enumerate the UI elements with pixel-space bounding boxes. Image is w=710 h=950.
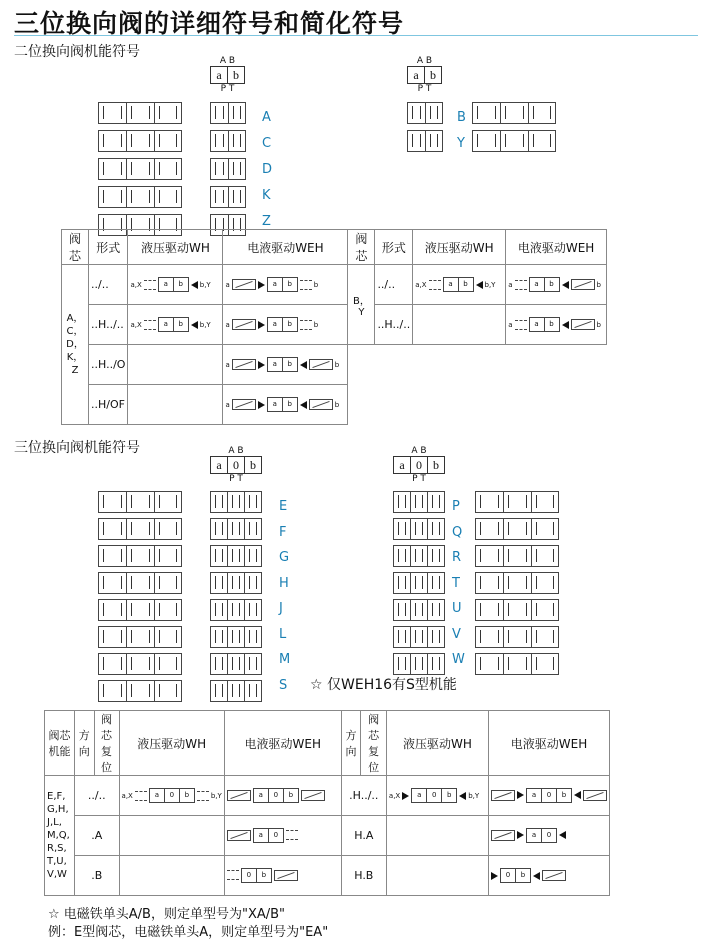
two-pos-reference-right bbox=[407, 56, 442, 94]
form-cell: .H../.. bbox=[341, 776, 386, 816]
ports-bottom-label: P T bbox=[412, 474, 426, 484]
col-header: 阀芯复位 bbox=[361, 711, 387, 776]
wh-symbol: a,X a b b,Y bbox=[413, 265, 506, 305]
three-pos-simple-left bbox=[210, 491, 262, 702]
detail-symbol bbox=[472, 102, 556, 124]
ports-top-label: A B bbox=[411, 446, 427, 456]
spool-code: B bbox=[457, 110, 466, 125]
detail-symbol bbox=[98, 518, 182, 540]
detail-symbol bbox=[98, 491, 182, 513]
form-cell: H.B bbox=[341, 856, 386, 896]
simple-symbol bbox=[210, 599, 262, 621]
detail-symbol bbox=[98, 653, 182, 675]
wh-symbol-empty bbox=[386, 816, 488, 856]
spool-group: E,F, G,H, J,L, M,Q, R,S, T,U, V,W bbox=[45, 776, 75, 896]
simple-symbol bbox=[210, 518, 262, 540]
note-line: ☆ 电磁铁单头A/B，则定单型号为"XA/B" bbox=[48, 907, 286, 922]
simple-symbol bbox=[407, 102, 443, 124]
spool-code: H bbox=[279, 575, 289, 591]
spool-code: Z bbox=[262, 214, 271, 229]
simple-symbol bbox=[393, 653, 445, 675]
ports-bottom-label: P T bbox=[220, 84, 235, 94]
wh-symbol: a,X a 0 b b,Y bbox=[386, 776, 488, 816]
spool-group: B，Y bbox=[348, 265, 375, 345]
form-cell: .A bbox=[75, 816, 120, 856]
detail-symbol bbox=[98, 158, 182, 180]
weh-symbol: 0 b bbox=[489, 856, 610, 896]
detail-symbol bbox=[475, 518, 559, 540]
weh-symbol: a 0 b bbox=[224, 776, 341, 816]
simple-symbol bbox=[210, 186, 246, 208]
simple-symbol bbox=[393, 491, 445, 513]
spool-code: F bbox=[279, 524, 287, 540]
spool-code: D bbox=[262, 162, 273, 177]
two-pos-box bbox=[407, 66, 442, 84]
detail-symbol bbox=[475, 599, 559, 621]
two-pos-codes-right bbox=[457, 105, 466, 157]
spool-code: R bbox=[452, 550, 462, 565]
wh-symbol-empty bbox=[128, 385, 223, 425]
col-header: 液压驱动WH bbox=[119, 711, 224, 776]
simple-symbol bbox=[210, 680, 262, 702]
wh-symbol-empty bbox=[119, 816, 224, 856]
weh-symbol: a 0 bbox=[224, 816, 341, 856]
detail-symbol bbox=[98, 102, 182, 124]
spool-group: A，C，D，K，Z bbox=[62, 265, 89, 425]
title-divider bbox=[14, 35, 698, 36]
wh-symbol-empty bbox=[413, 305, 506, 345]
wh-symbol-empty bbox=[128, 345, 223, 385]
col-header: 电液驱动WEH bbox=[224, 711, 341, 776]
form-cell: ..H../O bbox=[89, 345, 128, 385]
wh-symbol: a,X a 0 b b,Y bbox=[119, 776, 224, 816]
spool-code: E bbox=[279, 499, 288, 514]
col-header: 方向 bbox=[75, 711, 94, 776]
weh-symbol: a a b b bbox=[506, 305, 607, 345]
simple-symbol bbox=[393, 572, 445, 594]
detail-symbol bbox=[475, 491, 559, 513]
three-pos-codes-right bbox=[452, 494, 465, 673]
page-title: 三位换向阀的详细符号和简化符号 bbox=[14, 9, 405, 38]
wh-symbol-empty bbox=[119, 856, 224, 896]
detail-symbol bbox=[98, 680, 182, 702]
weh-symbol: a a b b bbox=[223, 385, 348, 425]
weh-symbol: a a b b bbox=[223, 345, 348, 385]
two-pos-codes-left bbox=[262, 105, 272, 235]
box-cell: b bbox=[427, 457, 444, 473]
simple-symbol bbox=[393, 599, 445, 621]
detail-symbol bbox=[475, 626, 559, 648]
col-header: 形式 bbox=[89, 230, 128, 265]
col-header: 方向 bbox=[341, 711, 361, 776]
simple-symbol bbox=[210, 545, 262, 567]
simple-symbol bbox=[393, 518, 445, 540]
simple-symbol bbox=[393, 545, 445, 567]
three-pos-codes-left bbox=[279, 494, 290, 698]
two-pos-box bbox=[210, 66, 245, 84]
box-cell: a bbox=[399, 458, 405, 472]
spool-code: Q bbox=[452, 524, 463, 540]
three-pos-table bbox=[44, 710, 610, 896]
spool-code: J bbox=[279, 601, 283, 616]
form-cell: ../.. bbox=[75, 776, 120, 816]
col-header: 电液驱动WEH bbox=[506, 230, 607, 265]
wh-symbol-empty bbox=[386, 856, 488, 896]
note-line: 例：E型阀芯，电磁铁单头A，则定单型号为"EA" bbox=[48, 925, 329, 940]
simple-symbol bbox=[407, 130, 443, 152]
three-pos-symbols-left bbox=[98, 491, 182, 702]
spool-code: L bbox=[279, 626, 287, 642]
weh-symbol: a a b b bbox=[223, 305, 348, 345]
form-cell: ..H../.. bbox=[375, 305, 413, 345]
ports-top-label: A B bbox=[416, 56, 433, 66]
simple-symbol bbox=[210, 158, 246, 180]
col-header: 液压驱动WH bbox=[128, 230, 223, 265]
col-header: 阀芯 bbox=[348, 230, 375, 265]
empty-area bbox=[348, 385, 607, 425]
ports-top-label: A B bbox=[228, 446, 244, 456]
col-header: 阀芯机能 bbox=[45, 711, 75, 776]
box-cell: 0 bbox=[227, 457, 244, 473]
simple-symbol bbox=[210, 626, 262, 648]
spool-code: P bbox=[452, 499, 460, 514]
box-cell: a bbox=[216, 458, 222, 472]
three-pos-heading: 三位换向阀机能符号 bbox=[14, 440, 140, 456]
col-header: 电液驱动WEH bbox=[223, 230, 348, 265]
three-pos-simple-right bbox=[393, 491, 445, 675]
two-pos-symbols-right bbox=[472, 102, 556, 152]
detail-symbol bbox=[98, 599, 182, 621]
box-cell: 0 bbox=[410, 457, 427, 473]
box-cell: b bbox=[244, 457, 261, 473]
box-cell: b bbox=[424, 67, 441, 83]
simple-symbol bbox=[210, 130, 246, 152]
simple-symbol bbox=[210, 572, 262, 594]
form-cell: ../.. bbox=[375, 265, 413, 305]
two-pos-reference-left bbox=[210, 56, 245, 94]
detail-symbol bbox=[98, 130, 182, 152]
form-cell: ..H/OF bbox=[89, 385, 128, 425]
empty-area bbox=[348, 345, 607, 385]
wh-symbol: a,X a b b,Y bbox=[128, 265, 223, 305]
spool-code: K bbox=[262, 188, 271, 203]
box-cell: a bbox=[216, 68, 222, 82]
weh-symbol: a a b b bbox=[506, 265, 607, 305]
col-header: 电液驱动WEH bbox=[489, 711, 610, 776]
two-pos-simple-left bbox=[210, 102, 246, 236]
spool-code: G bbox=[279, 550, 290, 565]
col-header: 液压驱动WH bbox=[386, 711, 488, 776]
detail-symbol bbox=[475, 572, 559, 594]
form-cell: H.A bbox=[341, 816, 386, 856]
weh-symbol: a a b b bbox=[223, 265, 348, 305]
spool-code: V bbox=[452, 626, 461, 642]
col-header: 阀芯 bbox=[62, 230, 89, 265]
three-pos-reference-left bbox=[210, 446, 262, 484]
weh-symbol: a 0 bbox=[489, 816, 610, 856]
wh-symbol: a,X a b b,Y bbox=[128, 305, 223, 345]
form-cell: ..H../.. bbox=[89, 305, 128, 345]
detail-symbol bbox=[98, 572, 182, 594]
ports-bottom-label: P T bbox=[229, 474, 243, 484]
col-header: 阀芯复位 bbox=[94, 711, 119, 776]
spool-code: U bbox=[452, 601, 462, 616]
two-pos-symbols-left bbox=[98, 102, 182, 236]
s-type-note: ☆ 仅WEH16有S型机能 bbox=[310, 677, 457, 693]
two-pos-table bbox=[61, 229, 607, 425]
ports-top-label: A B bbox=[219, 56, 236, 66]
box-cell: a bbox=[413, 68, 419, 82]
detail-symbol bbox=[475, 653, 559, 675]
detail-symbol bbox=[98, 545, 182, 567]
detail-symbol bbox=[472, 130, 556, 152]
spool-code: S bbox=[279, 677, 288, 693]
simple-symbol bbox=[210, 102, 246, 124]
simple-symbol bbox=[210, 653, 262, 675]
spool-code: M bbox=[279, 652, 291, 667]
form-cell: .B bbox=[75, 856, 120, 896]
box-cell: b bbox=[227, 67, 244, 83]
two-pos-heading: 二位换向阀机能符号 bbox=[14, 44, 140, 60]
weh-symbol: a 0 b bbox=[489, 776, 610, 816]
spool-code: T bbox=[452, 575, 460, 591]
three-pos-box bbox=[210, 456, 262, 474]
ports-bottom-label: P T bbox=[417, 84, 432, 94]
col-header: 形式 bbox=[375, 230, 413, 265]
weh-symbol: 0 b bbox=[224, 856, 341, 896]
simple-symbol bbox=[393, 626, 445, 648]
spool-code: A bbox=[262, 110, 271, 125]
three-pos-symbols-right bbox=[475, 491, 559, 675]
spool-code: C bbox=[262, 136, 272, 151]
detail-symbol bbox=[98, 186, 182, 208]
form-cell: ../.. bbox=[89, 265, 128, 305]
detail-symbol bbox=[475, 545, 559, 567]
three-pos-reference-right bbox=[393, 446, 445, 484]
three-pos-box bbox=[393, 456, 445, 474]
spool-code: Y bbox=[457, 136, 465, 151]
simple-symbol bbox=[210, 491, 262, 513]
col-header: 液压驱动WH bbox=[413, 230, 506, 265]
two-pos-simple-right bbox=[407, 102, 443, 152]
spool-code: W bbox=[452, 652, 465, 667]
detail-symbol bbox=[98, 626, 182, 648]
